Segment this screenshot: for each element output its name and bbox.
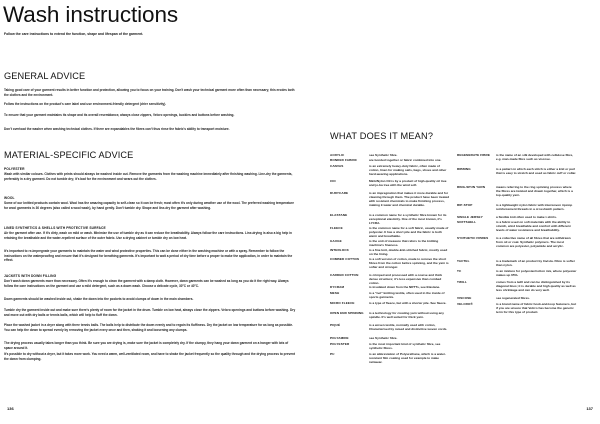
glossary-heading: WHAT DOES IT MEAN? [330,131,434,141]
term-name: ELASTANE [330,213,348,217]
term-description: is a pattern in which each stitch is either a knit or purl that is easy to stretch and used as fabric cuff or collar. [496,167,577,175]
right-page [300,0,600,424]
lined-synthetics-heading: LINED SYNTHETICS & SHELLS WITH PROTECTIVE SURFACE [4,226,106,230]
tennis-balls-text: Place the washed jacket in a dryer along with three tennis balls. The balls help to distribute the down evenly and to regain its fluffiness. Dry the jacket on low temperature for as long as possible. You can help the down to spread evenly by removing the jacket every once and then, shaking it and loosening any clumps. [4,323,294,332]
term-description: is a woven textile, normally used with cotton, Characterised by raised and distinctive woven cords. [369,323,448,331]
term-description: see regenerated fibres. [496,296,530,300]
general-paragraph: To ensure that your garment maintains its shape and its overall resemblance, always close zippers, Velcro openings, buckles and buttons before washing. [4,113,235,117]
term-name: MESH [330,291,340,295]
general-advice-heading: GENERAL ADVICE [4,71,86,81]
term-description: a flexible knit often used to make t-shirts. [496,215,557,219]
term-name: PU [330,352,335,356]
term-description: is a lightweight nylon fabric with interwoven ripstop reinforcement threads in a crosshatch pattern. [496,203,573,211]
term-name: OPEN END SPINNING [330,311,364,315]
down-jackets-heading: JACKETS WITH DOWN FILLING [4,274,57,278]
term-description: is a brand name of fabric hook-and-loop fasteners, but if you are unsure that Velcro has become the generic term for this type of product. [496,302,577,314]
term-description: is a type of fleece, but with a shorter pile. See fleece. [369,301,447,305]
term-name: SOFTSHELL [457,220,477,224]
material-advice-heading: MATERIAL-SPECIFIC ADVICE [4,150,134,160]
term-name: TWILL [457,280,467,284]
term-name: RIP-STOP [457,203,473,207]
term-description: is a collective name of all fibres that are withdrawn from oil or coal. Synthetic polymers. The most common are polyester, polyamide and acrylic. [496,236,571,248]
page-subtitle: Follow the care instructions to extend the function, shape and lifespan of the garment. [4,32,144,36]
term-description: are bonded together or fabric combined into one. [369,158,442,162]
term-name: REGENERATE FIBRE [457,153,490,157]
term-description: is crimped and processed with a coarse and thick dense structure; it's less expensive than combed cotton. [369,273,443,285]
lined-synthetics-text: Air the garment after use. If it's dirty, wash on mild or wash. Minimize the use of tumble dry as it can reduce the breathability. Always follow the care instructions. Line-drying is also a big help in retaining the breathable and the water-repellent surface of the outer fabric. Use a drying cabinet or tumble dry on low heat. [4,231,292,240]
wool-text: Some of our knitted products contain wool. Wool has the amazing capacity to self-clean so it can be fresh; most often it's only during weather use of the wool. The preferred washing temperature for wool garments is 30 degrees (also called a wool wash), by hand gently. Don't tumble dry. Shape and line-dry the garment after washing. [4,201,295,210]
term-description: is the unit of measure that refers to the knitting machine's fineness. [369,239,439,247]
term-name: DYCRAM [330,285,345,289]
general-paragraph: Follow the instructions on the product's care label and use environment-friendly detergent (drier sensitivity). [4,102,167,106]
term-description: comes from a twill and can be distinguished by its diagonal lines; it is durable and high quality as well as less shrinkage and can do very well. [496,280,576,292]
term-name: GAUGE [330,239,342,243]
term-name: FLEECE [330,226,343,230]
term-description: is an extremely heavy-duty fabric, often made of cotton, linen for making sails, bags, shoes and other hard-wearing applications. [369,164,447,176]
page-title: Wash instructions [3,2,179,27]
tumble-dry-text: Tumble dry the garment inside out and make sure there's plenty of room for the jacket in the drum. Tumble on low heat, always close the zippers. Velcro openings and buttons before washing. Dry and move out with dry balls or tennis balls, which will help to fluff the down. [4,308,296,317]
term-description: is a soft version of cotton, made to remove the short fibres from the cotton before spinning, and the yarn is softer and stronger. [369,257,449,269]
down-jackets-text: Don't wash down garments more than necessary. Often it's enough to clean the garment with a damp cloth. However, down garments can be washed as long as you do it the right way. Always follow the care instructions on the garment and use a mild detergent, such as a down wash. Choose a delicate cycle, 30°C or 40°C. [4,279,289,288]
term-name: ACRYLIC [330,153,345,157]
term-description: is a "net" knitting textile, often used in the inside of sports garments. [369,291,445,299]
term-description: is a common name for a synthetic fibre known for its exceptional elasticity. One of the most known, it's LYCRA. [369,213,447,225]
drying-process-text: The drying process usually takes longer than you think. Be sure you are drying is, make sure the jacket is completely dry. If the clumpy, they hang your down garment on a hanger with lots of space around it. [4,341,289,350]
term-name: CANVAS [330,164,344,168]
page-number: 136 [7,406,14,411]
term-name: RIBBING [457,167,471,171]
term-description: is an impregnation that makes it more durable and for cleaning through them. The product have been treated with resistant chemicals to make finishing process, making it water and chemical durable. [369,191,450,207]
term-description: is a fabric used on soft materials with the ability to stretch, wind breathable and comfort with different levels of water resistance and breathability. [496,220,571,232]
term-description: is the name of an silk developed with cellulose fibre, e.g. man-made fibre such as viscose. [496,153,574,161]
term-name: MICRO FLEECE [330,301,355,305]
term-description: see Synthetic fibre. [369,336,398,340]
term-name: INTERLOCK [330,248,349,252]
term-name: CARDED COTTON [330,273,359,277]
term-name: CIO [330,179,336,183]
term-description: is a trademark of an product by Invista. Fibre is softer than nylon. [496,259,575,267]
term-name: PIQUÉ [330,323,341,327]
term-description: is insulated down from the NRTTs, see Elastane. [369,285,441,289]
term-description: see Synthetic fibre. [369,153,398,157]
term-description: is the most important kind of synthetic fibre, see synthetic fibres. [369,342,441,350]
general-paragraph: Don't overload the washer when washing technical clothes. If there are expandables the fibres can't thus rinse the fabric's ability to transport moisture. [4,127,230,131]
term-name: POLYAMIDE [330,336,349,340]
term-name: POLYESTER [330,342,350,346]
wool-heading: WOOL [4,196,15,200]
polyester-heading: POLYESTER [4,167,25,171]
term-name: VELCRO® [457,302,473,306]
term-name: COMBED COTTON [330,257,359,261]
term-description: Mink/Nylon Oil is by a product of high-quality oil tree and jo-ba tree with the wind soft. [369,179,447,187]
term-description: means referring to the ring spinning process where the fibres are twisted and drawn together, which is a top-quality yarn. [496,185,573,197]
down-inside-out-text: Down garments should be washed inside out, shake the down into the pockets to avoid clumps of down in the main chambers. [4,297,194,301]
term-name: SINGLE JERSEY [457,215,483,219]
term-name: TC [457,269,462,273]
page-number: 137 [586,406,593,411]
impregnation-text: It's important to re-impregnate your garments to maintain the water and wind protective properties. This can be done either in the washing machine or with a spray. Remember to follow the instructions on the waterproofing and ensure that it's designed for breathing garments. It's important to wait a period of dry time before a proper to make the application, in order to maintain the effect. [4,249,293,263]
term-name: DURYCARE [330,191,349,195]
general-paragraph: Taking good care of your garment results in better function and protection, allowing you to focus on your training. Don't wash your technical garment more often than necessary; this erodes both the clothes and the environment. [4,88,295,97]
term-name: SYNTHETIC FIBRES [457,236,489,240]
dry-without-dryer-text: It's possible to dry without a dryer, but it takes more work. You need a warm, well-ventilated room, and have to shake the jacket frequently so the quality through and the drying process to prevent the down from clumping. [4,352,296,361]
term-name: BONDED FABRIC [330,158,358,162]
term-description: is an mixture for polyester/cotton mix, where polyester makes up 65%. [496,269,577,277]
term-description: is a technology for creating yarn without using any spindle. It's well suited for thick yarn. [369,311,444,319]
term-description: is an abbreviation of Polyurethane, which is a water-resistant film coating used for example to make rainwear. [369,352,447,364]
term-name: RING-SPUN YARN [457,185,486,189]
term-name: VISCOSE [457,296,472,300]
term-description: is the common name for a soft fabric, usually made of polyester. It has a short pile and the fabric is both warm and breathable. [369,226,449,238]
polyester-text: Wash with similar colours. Clothes with prints should always be washed inside out. Remove the garments from the washing machine immediately after finishing washing. Line-dry the garments, preferably in a dry garment. Do not tumble dry; it's bad for the environment and wears out the clothes. [4,172,293,181]
term-name: TACTEL [457,259,470,263]
term-description: is a fine knit, double-knit-stitched fabric, mostly used on the lining. [369,248,448,256]
